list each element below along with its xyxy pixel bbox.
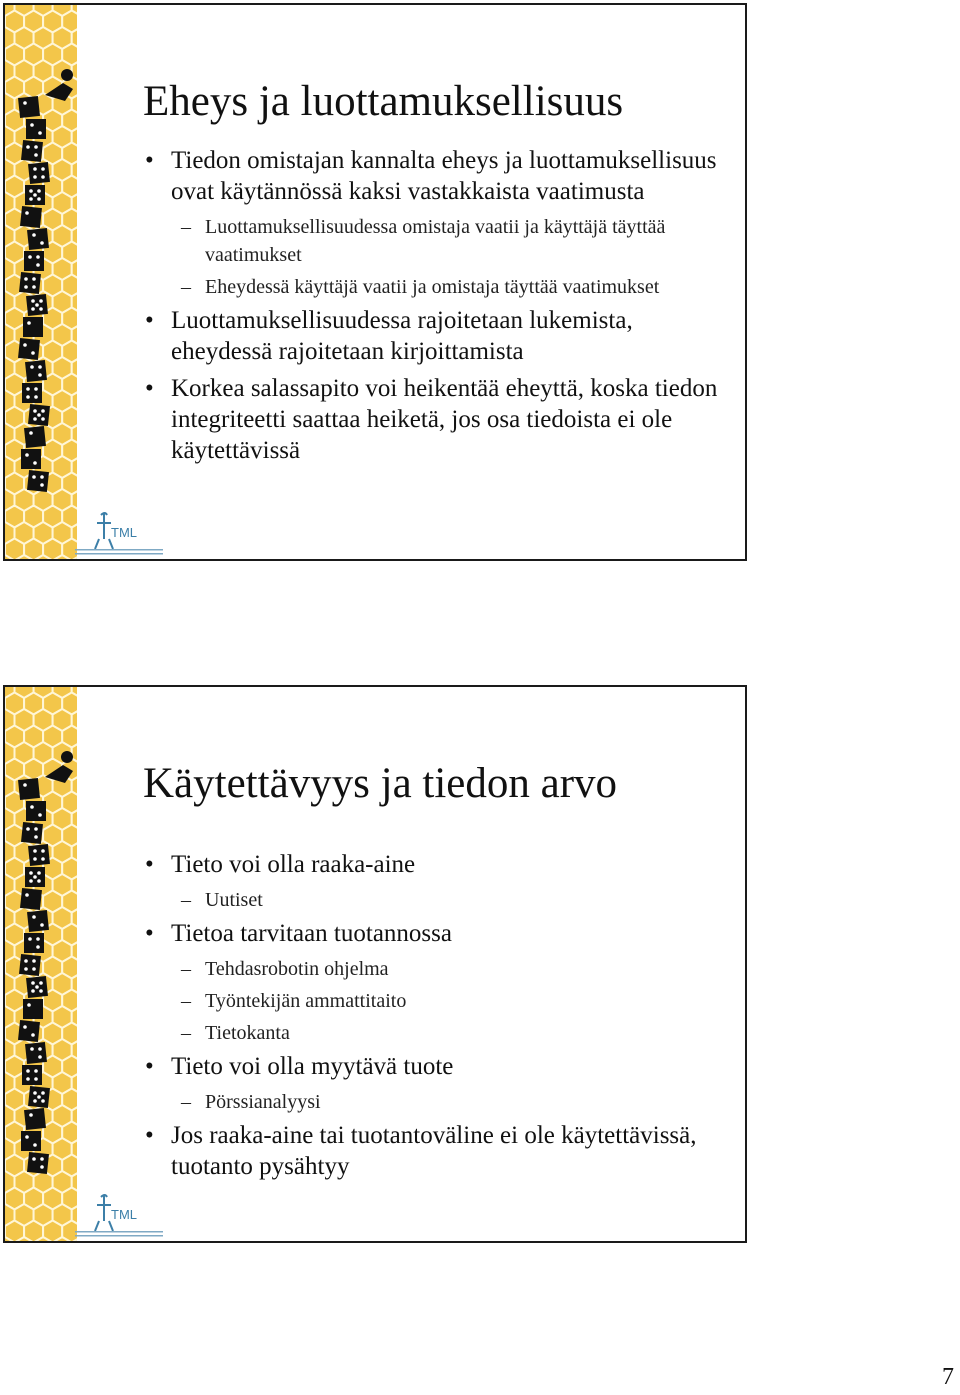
bullet-text: Tieto voi olla raaka-aine xyxy=(171,851,416,878)
bullet-item xyxy=(143,145,725,207)
slide-1 xyxy=(3,3,747,561)
bullet-text: Luottamuksellisuudessa omistaja vaatii ja käyttäjä täyttää vaatimukset xyxy=(205,216,666,266)
sub-bullet-item xyxy=(143,1019,725,1047)
bullet-marker: • xyxy=(145,307,154,334)
dash-marker: – xyxy=(181,1091,191,1113)
slide-title: Käytettävyys ja tiedon arvo xyxy=(143,760,618,807)
tml-logo-icon xyxy=(71,1191,167,1239)
logo-text: TML xyxy=(111,1207,137,1222)
bullet-text: Uutiset xyxy=(205,889,263,911)
bullet-item xyxy=(143,1120,725,1182)
honeycomb-pattern-icon xyxy=(5,5,77,561)
honeycomb-pattern-icon xyxy=(5,687,77,1243)
honeycomb-sidebar xyxy=(5,687,77,1241)
bullet-marker: • xyxy=(145,1053,154,1080)
bullet-marker: • xyxy=(145,1122,154,1149)
honeycomb-sidebar xyxy=(5,5,77,559)
tml-logo-graphic-icon xyxy=(71,1191,167,1239)
slide-bullets xyxy=(143,145,725,472)
bullet-text: Korkea salassapito voi heikentää eheyttä, koska tiedon integriteetti saattaa heiketä, jos osa tiedoista ei ole käytettävissä xyxy=(171,375,718,464)
bullet-item xyxy=(143,849,725,880)
logo-text: TML xyxy=(111,525,137,540)
bullet-text: Jos raaka-aine tai tuotantoväline ei ole käytettävissä, tuotanto pysähtyy xyxy=(171,1122,697,1180)
sub-bullet-item xyxy=(143,886,725,914)
slide-2 xyxy=(3,685,747,1243)
bullet-text: Tehdasrobotin ohjelma xyxy=(205,958,389,980)
bullet-item xyxy=(143,305,725,367)
bullet-marker: • xyxy=(145,147,154,174)
slide-bullets xyxy=(143,849,725,1188)
bullet-text: Työntekijän ammattitaito xyxy=(205,990,407,1012)
dash-marker: – xyxy=(181,216,191,238)
dash-marker: – xyxy=(181,1022,191,1044)
tml-logo-icon xyxy=(71,509,167,557)
bullet-text: Tietoa tarvitaan tuotannossa xyxy=(171,920,452,947)
slide-title: Eheys ja luottamuksellisuus xyxy=(143,78,624,125)
bullet-marker: • xyxy=(145,920,154,947)
tml-logo-graphic-icon xyxy=(71,509,167,557)
sub-bullet-item xyxy=(143,273,725,301)
bullet-text: Luottamuksellisuudessa rajoitetaan lukemista, eheydessä rajoitetaan kirjoittamista xyxy=(171,307,633,365)
sub-bullet-item xyxy=(143,213,725,269)
dash-marker: – xyxy=(181,889,191,911)
bullet-marker: • xyxy=(145,851,154,878)
dash-marker: – xyxy=(181,958,191,980)
bullet-item xyxy=(143,1051,725,1082)
bullet-text: Tiedon omistajan kannalta eheys ja luottamuksellisuus ovat käytännössä kaksi vastakkaista vaatimusta xyxy=(171,147,717,205)
bullet-marker: • xyxy=(145,375,154,402)
sub-bullet-item xyxy=(143,955,725,983)
dash-marker: – xyxy=(181,276,191,298)
bullet-item xyxy=(143,373,725,466)
bullet-item xyxy=(143,918,725,949)
bullet-text: Pörssianalyysi xyxy=(205,1091,321,1113)
dash-marker: – xyxy=(181,990,191,1012)
sub-bullet-item xyxy=(143,1088,725,1116)
bullet-text: Tieto voi olla myytävä tuote xyxy=(171,1053,454,1080)
bullet-text: Eheydessä käyttäjä vaatii ja omistaja täyttää vaatimukset xyxy=(205,276,660,298)
page-number: 7 xyxy=(942,1364,954,1390)
bullet-text: Tietokanta xyxy=(205,1022,290,1044)
sub-bullet-item xyxy=(143,987,725,1015)
